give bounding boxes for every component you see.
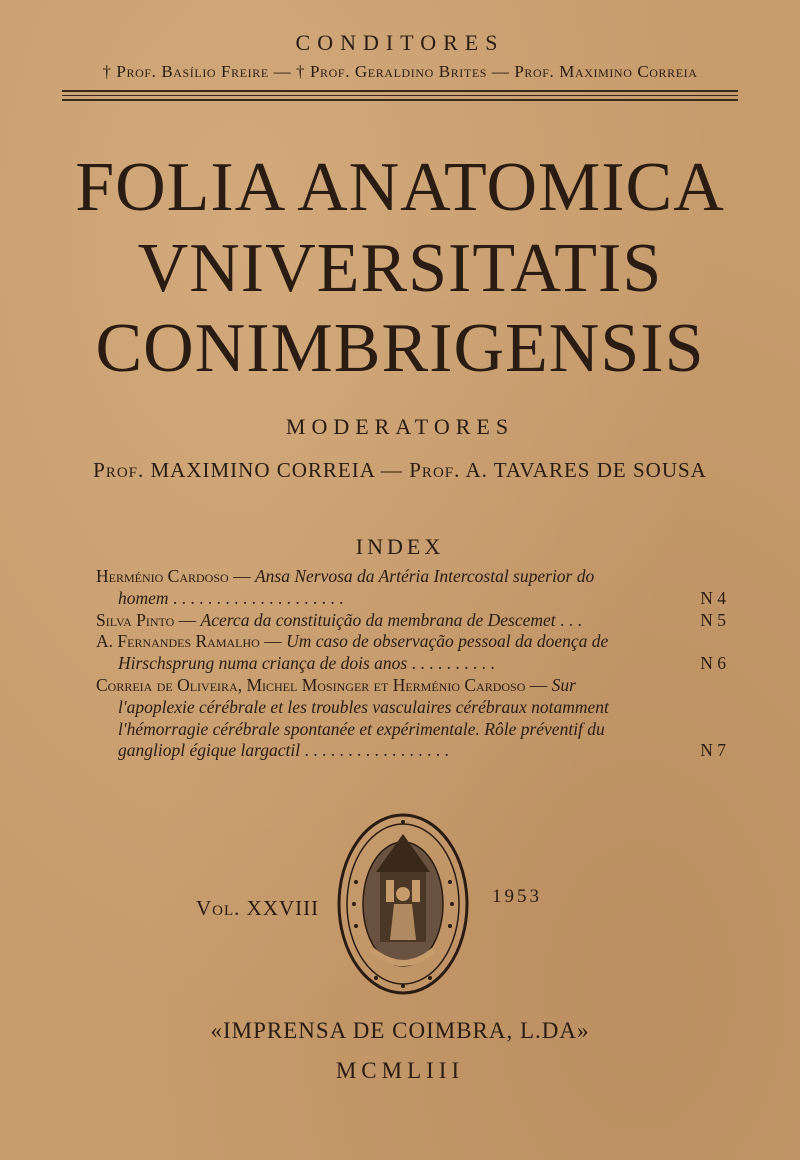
entry-author: A. Fernandes Ramalho (96, 631, 260, 652)
entry-author: Herménio Cardoso (96, 566, 229, 586)
entry-leaders: . . . . . . . . . . (411, 653, 495, 674)
entry-separator: — (174, 609, 201, 630)
entry-separator: — (525, 674, 552, 695)
entry-title: Acerca da constituição da membrana de Descemet (200, 609, 556, 630)
entry-leaders: . . . . . . . . . . . . . . . . . (304, 740, 449, 761)
university-seal-icon (336, 812, 470, 996)
entry-title-cont: Hirschsprung numa criança de dois anos (118, 653, 408, 674)
entry-author: Correia de Oliveira, Michel Mosinger et Herménio Cardoso (96, 674, 526, 695)
index-entry (96, 610, 726, 632)
entry-title: Ansa Nervosa da Artéria Intercostal superior do (254, 566, 595, 586)
entry-title-cont: gangliopl égique largactil (118, 740, 301, 761)
title-line-2: VNIVERSITATIS (137, 230, 663, 307)
entry-number: N 6 (700, 653, 726, 674)
entry-separator: — (228, 566, 255, 586)
entry-title-cont: homem (118, 587, 169, 608)
index-entry (96, 631, 726, 675)
year-label: 1953 (492, 886, 542, 907)
entry-title: Um caso de observação pessoal da doença de (286, 631, 609, 652)
volume-label: Vol. XXVIII (196, 896, 320, 920)
moderatores-label: MODERATORES (285, 414, 515, 439)
conditores-names: † Prof. Basílio Freire — † Prof. Geraldino Brites — Prof. Maximino Correia (102, 62, 698, 81)
entry-number: N 4 (700, 587, 726, 608)
imprint-label: «IMPRENSA DE COIMBRA, L.DA» (210, 1018, 590, 1043)
moderatores-names: Prof. MAXIMINO CORREIA — Prof. A. TAVARES DE SOUSA (93, 458, 707, 482)
conditores-label: CONDITORES (295, 30, 505, 55)
entry-title-cont: l'hémorragie cérébrale spontanée et expérimentale. Rôle préventif du (118, 718, 605, 739)
index-label: INDEX (355, 534, 445, 559)
entry-title: Sur (551, 674, 576, 695)
header-rules (62, 90, 738, 104)
title-line-3: CONIMBRIGENSIS (95, 310, 705, 387)
roman-year-label: MCMLIII (335, 1058, 465, 1083)
entry-separator: — (259, 631, 287, 652)
index-list (96, 566, 726, 762)
index-entry (96, 675, 726, 762)
entry-title-cont: l'apoplexie cérébrale et les troubles vasculaires cérébraux notamment (118, 696, 609, 717)
index-entry (96, 566, 726, 610)
entry-leaders: . . . . . . . . . . . . . . . . . . . . (172, 587, 344, 608)
title-line-1: FOLIA ANATOMICA (75, 149, 725, 226)
entry-author: Silva Pinto (96, 609, 175, 630)
entry-number: N 5 (700, 609, 726, 630)
entry-leaders: . . . (560, 609, 582, 630)
entry-number: N 7 (700, 740, 726, 761)
